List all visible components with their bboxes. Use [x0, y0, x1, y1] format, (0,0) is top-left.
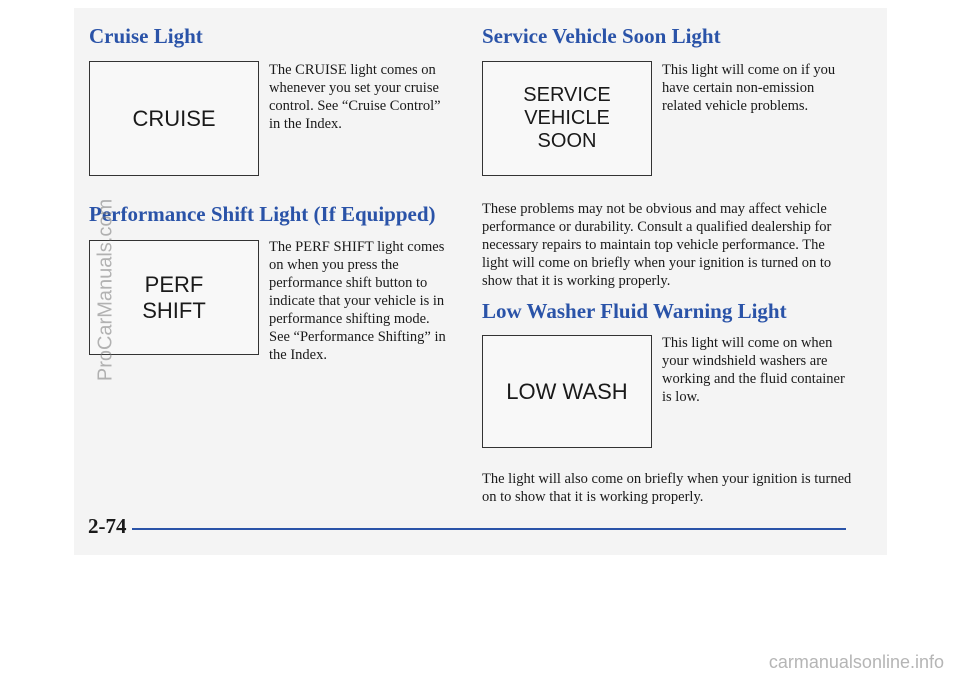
cruise-light-heading: Cruise Light [89, 24, 203, 48]
bottom-watermark: carmanualsonline.info [768, 652, 944, 672]
service-lamp-label-line1: SERVICE VEHICLE [523, 84, 611, 129]
side-watermark [86, 195, 126, 385]
perf-shift-text: The PERF SHIFT light comes on when you press the performance shift button to indicate that your vehicle is in performance shifting mode. See “Performance Shifting” in the Index. [269, 239, 446, 363]
cruise-lamp-label: CRUISE [132, 105, 216, 131]
service-vehicle-lamp-icon [482, 61, 652, 176]
perf-lamp-label-line2: SHIFT [142, 297, 206, 323]
low-washer-paragraph: The light will also come on briefly when your ignition is turned on to show that it is working properly. [482, 471, 852, 505]
cruise-light-text: The CRUISE light comes on whenever you set your cruise control. See “Cruise Control” in the Index. [269, 62, 441, 132]
service-vehicle-text: This light will come on if you have certain non-emission related vehicle problems. [662, 62, 836, 114]
low-wash-lamp-label: LOW WASH [506, 378, 628, 404]
footer-rule [132, 528, 846, 530]
low-washer-text: This light will come on when your windshield washers are working and the fluid container is low. [662, 335, 845, 405]
service-vehicle-heading: Service Vehicle Soon Light [482, 24, 721, 48]
low-washer-heading: Low Washer Fluid Warning Light [482, 299, 787, 323]
perf-shift-heading: Performance Shift Light (If Equipped) [89, 202, 436, 226]
cruise-lamp-icon [89, 61, 259, 176]
low-wash-lamp-icon [482, 335, 652, 448]
service-vehicle-paragraph: These problems may not be obvious and may affect vehicle performance or durability. Consult a qualified dealership for necessary repairs to maintain top vehicle performance. The light will come on briefly when your ignition is turned on to show that it is working properly. [482, 201, 832, 289]
service-lamp-label-line2: SOON [537, 130, 597, 152]
perf-lamp-label-line1: PERF [144, 272, 204, 298]
page-number: 2-74 [88, 514, 127, 538]
side-watermark-text: ProCarManuals.com [94, 198, 117, 382]
